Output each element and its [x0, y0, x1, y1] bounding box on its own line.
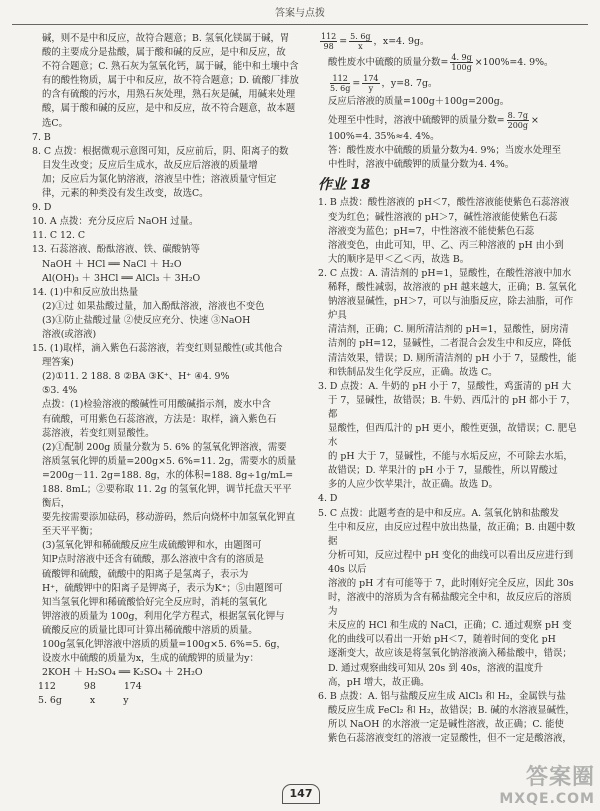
text-line: 于 7，显碱性，故错误；B. 牛奶、西瓜汁的 pH 都小于 7，都	[328, 394, 576, 420]
text-line: 硫酸钾和硫酸，硫酸中的阳离子是氢离子，表示为	[42, 568, 249, 580]
text-line: 硫酸反应的质量比即可计算出稀硫酸中溶质的质量。	[42, 624, 258, 636]
text-line: 知P点时溶液中还含有硫酸，那么溶液中含有的溶质是	[42, 554, 264, 566]
text-line: 溶质氢氧化钾的质量=200g×5. 6%=11. 2g，需要水的质量	[42, 455, 297, 467]
text-line: (2)①配制 200g 质量分数为 5. 6% 的氢氧化钾溶液，需要	[42, 441, 287, 453]
answer-10: 10. A 点拨：充分反应后 NaOH 过量。	[32, 216, 199, 228]
answer-8: 8. C 点拨：根据微观示意图可知，反应前后，阴、阳离子的数	[32, 145, 289, 157]
text-line: 溶液(或溶液)	[42, 328, 97, 340]
text-line: 酸的主要成分是盐酸，属于酸和碱的反应，是中和反应，故	[42, 47, 286, 59]
text-line: 选C。	[42, 117, 68, 129]
eq-mass: 174	[123, 681, 142, 693]
text-line: (3)①防止盐酸过量 ②使反应充分、快速 ③NaOH	[42, 314, 251, 326]
text-line: 分析可知，反应过程中 pH 变化的曲线可以看出反应进行到 40s 以后	[328, 549, 574, 575]
mass-fraction-line: 酸性废水中硫酸的质量分数= $\frac{4. 9g}{100g}$ ×100%=4. 9%。	[328, 53, 554, 72]
text-line: 蕊溶液，若变红则显酸性。	[42, 427, 155, 439]
text-line: 设废水中硫酸的质量为x，生成的硫酸钾的质量为y：	[42, 653, 259, 665]
right-column	[318, 32, 580, 746]
text-line: 未反应的 HCl 和生成的 NaCl，正确；C. 通过观察 pH 变	[328, 620, 572, 632]
text-line: (2)①过 如果盐酸过量，加入酚酞溶液，溶液也不变色	[42, 300, 265, 312]
text-line: 稀释，酸性减弱，故溶液的 pH 越来越大，正确；B. 氢氧化	[328, 282, 577, 294]
text-line: (3)氢氧化钾和稀硫酸反应生成硫酸钾和水，由题图可	[42, 540, 262, 552]
answer-13: 13. 石蕊溶液、酚酞溶液、铁、碳酸钠等	[32, 244, 200, 256]
text-line: 大的顺序是甲＜乙＜丙，故选 B。	[328, 253, 470, 265]
text-line: 故错误；D. 苹果汁的 pH 小于 7，显酸性，所以胃酸过	[328, 465, 558, 477]
fraction: $\frac{112}{98}$	[321, 32, 337, 51]
text-line: 有硫酸，可用紫色石蕊溶液，方法是：取样，滴入紫色石	[42, 413, 277, 425]
text-line: ⑤3. 4%	[42, 385, 78, 397]
answer-4: 4. D	[318, 493, 338, 505]
text-line: =200g－11. 2g=188. 8g，水的体积=188. 8g÷1g/mL=	[42, 469, 294, 481]
answer-2: 2. C 点拨：A. 清洁剂的 pH=1，显酸性，在酸性溶液中加水	[318, 267, 572, 279]
text-line: 钾溶液的质量为 100g，利用化学方程式，根据氢氧化钾与	[42, 610, 285, 622]
text-line: 酸，属于酸和碱的反应，是中和反应，故不符合题意，故本题	[42, 103, 296, 115]
text-line: 知当氢氧化钾和稀硫酸恰好完全反应时，消耗的氢氧化	[42, 596, 268, 608]
text-line: 100%=4. 35%≈4. 4%。	[328, 131, 440, 143]
text-line: 所以 NaOH 的水溶液一定是碱性溶液，故正确；C. 能使	[328, 718, 564, 730]
text-line: 反应后溶液的质量=100g＋100g=200g。	[328, 96, 510, 107]
eq-mass: 112	[38, 681, 56, 693]
left-column	[32, 32, 300, 709]
page-header	[0, 4, 600, 26]
answer-14: 14. (1)中和反应放出热量	[32, 286, 139, 298]
text-line: 溶液变为蓝色；pH=7，中性溶液不能使紫色石蕊	[328, 225, 535, 237]
text-line: 溶液变色，由此可知，甲、乙、丙三种溶液的 pH 由小到	[328, 239, 564, 251]
eq-value: x	[89, 695, 96, 707]
text-line: 清洁效果，错误；D. 厕所清洁剂的 pH 小于 7，显酸性，能	[328, 352, 577, 364]
watermark-line: MXQE.COM	[499, 791, 595, 807]
proportion-2: $\frac{112}{5. 6g}$ = $\frac{174}{y}$ ，y=8. 7g。	[330, 74, 438, 93]
text-line: 的 pH 大于 7，显碱性，不能与水垢反应，不可除去水垢，	[328, 451, 573, 463]
text-line: 洁剂的 pH=12，显碱性，二者混合会发生中和反应，降低	[328, 338, 572, 350]
text-line: 化的曲线可以看出一开始 pH＜7，随着时间的变化 pH	[328, 634, 556, 646]
text-line: 清洁剂，正确；C. 厕所清洁剂的 pH=1，显酸性，厨房清	[328, 324, 569, 336]
text-line: 目发生改变；反应后生成水，故反应后溶液的质量增	[42, 159, 258, 171]
text-line: (2)①11. 2 188. 8 ②BA ③K⁺、H⁺ ④4. 9%	[42, 371, 230, 383]
proportion-1: $\frac{112}{98}$ = $\frac{5. 6g}{x}$ ，x=4. 9g。	[321, 32, 430, 51]
text-line: 律，元素的种类没有发生改变，故选C。	[42, 188, 209, 200]
fraction: $\frac{8. 7g}{200g}$	[507, 111, 528, 131]
equation-value-row	[32, 694, 300, 708]
eq-mass: 98	[83, 681, 96, 693]
section-title: 作业 18	[318, 177, 371, 194]
text-line: 点拨：(1)检验溶液的酸碱性可用酸碱指示剂，废水中含	[42, 399, 271, 411]
text-line: 的含有硫酸的污水，用熟石灰处理，熟石灰是碱，用碱来处理	[42, 89, 296, 101]
fraction: $\frac{4. 9g}{100g}$	[451, 53, 472, 72]
text-line: 钠溶液显碱性，pH＞7，可以与油脂反应，除去油脂，可作炉具	[328, 296, 574, 322]
text-line: 有的酸性物质，属于中和反应，故不符合题意；D. 硫酸厂排放	[42, 75, 299, 87]
equation: 2KOH ＋ H₂SO₄ ══ K₂SO₄ ＋ 2H₂O	[42, 667, 203, 679]
answer-11-12: 11. C 12. C	[32, 230, 86, 242]
answer-6: 6. B 点拨：A. 铝与盐酸反应生成 AlCl₃ 和 H₂，金属铁与盐	[318, 690, 566, 702]
answer-5: 5. C 点拨：此题考查的是中和反应。A. 氢氧化钠和盐酸发	[318, 507, 560, 519]
watermark-logo	[455, 760, 595, 808]
text-line: 100g氢氧化钾溶液中溶质的质量=100g×5. 6%=5. 6g，	[42, 639, 286, 651]
text-line: 酸反应生成 FeCl₂ 和 H₂，故错误；B. 碱的水溶液显碱性，	[328, 704, 575, 716]
text-line: 显酸性，但西瓜汁的 pH 更小，酸性更强，故错误；C. 肥皂水	[328, 422, 577, 449]
page-number: 147	[282, 784, 320, 804]
equation-mass-row	[32, 680, 300, 694]
answer-9: 9. D	[32, 202, 52, 214]
fraction: $\frac{174}{y}$	[363, 74, 379, 93]
header-title: 答案与点拨	[275, 8, 325, 19]
text-line: 不符合题意；C. 熟石灰为氢氧化钙，属于碱，能中和土壤中含	[42, 61, 299, 73]
text-line: 理答案)	[42, 357, 74, 369]
header-divider	[12, 24, 588, 25]
text-line: D. 通过观察曲线可知从 20s 到 40s，溶液的温度升	[328, 662, 543, 674]
text-line: 时，溶液中的溶质为含有稀盐酸完全中和，故反应后的溶质为	[328, 592, 572, 618]
text-line: 答：酸性废水中硫酸的质量分数为4. 9%；当废水处理至	[328, 145, 562, 157]
text-line: 中性时，溶液中硫酸钾的质量分数为4. 4%。	[328, 159, 515, 171]
text-line: 要先按需要添加砝码，移动游码，然后向烧杯中加氢氧化钾直至天平平衡；	[42, 512, 296, 538]
fraction: $\frac{5. 6g}{x}$	[350, 32, 371, 51]
text-line: 生中和反应，由反应过程中放出热量，故正确；B. 由题中数据	[328, 521, 576, 547]
answer-7: 7. B	[32, 131, 51, 143]
text-line: H⁺，硫酸钾中的阳离子是钾离子，表示为K⁺；⑤由题图可	[42, 582, 283, 594]
fraction: $\frac{112}{5. 6g}$	[330, 74, 351, 93]
text-line: 变为红色；碱性溶液的 pH＞7，碱性溶液能使紫色石蕊	[328, 211, 558, 223]
eq-value: 5. 6g	[38, 695, 62, 707]
text-line: 碱，则不是中和反应，故符合题意；B. 氢氧化镁属于碱，胃	[42, 33, 290, 44]
text-line: 高，pH 增大，故正确。	[328, 676, 430, 688]
text-line: 和铁制品发生化学反应，正确。故选 C。	[328, 366, 498, 378]
mass-fraction-line: 处理至中性时，溶液中硫酸钾的质量分数= $\frac{8. 7g}{200g}$ ×	[328, 111, 539, 131]
eq-value: y	[123, 695, 129, 707]
text-line: 逐渐变大，故应该是将氢氧化钠溶液滴入稀盐酸中，错误；	[328, 648, 572, 660]
text-line: 紫色石蕊溶液变红的溶液一定显酸性，但不一定是酸溶液，	[328, 733, 572, 745]
text-line: 多的人应少饮苹果汁，故正确。故选 D。	[328, 479, 498, 491]
answer-15: 15. (1)取样，滴入紫色石蕊溶液，若变红则显酸性(或其他合	[32, 343, 283, 355]
text-line: 溶液的 pH 才有可能等于 7，此时刚好完全反应，因此 30s	[328, 578, 574, 589]
answer-3: 3. D 点拨：A. 牛奶的 pH 小于 7，显酸性，鸡蛋清的 pH 大	[318, 380, 572, 392]
text-line: 188. 8mL；②要称取 11. 2g 的氢氧化钾，调节托盘天平平衡后，	[42, 484, 292, 510]
text-line: 加；反应后为氯化钠溶液，溶液呈中性；溶液质量守恒定	[42, 173, 277, 185]
equation: Al(OH)₃ ＋ 3HCl ══ AlCl₃ ＋ 3H₂O	[42, 272, 201, 284]
answer-1: 1. B 点拨：酸性溶液的 pH＜7，酸性溶液能使紫色石蕊溶液	[318, 197, 570, 209]
watermark-line: 答案圈	[525, 765, 595, 790]
equation: NaOH ＋ HCl ══ NaCl ＋ H₂O	[42, 258, 182, 270]
